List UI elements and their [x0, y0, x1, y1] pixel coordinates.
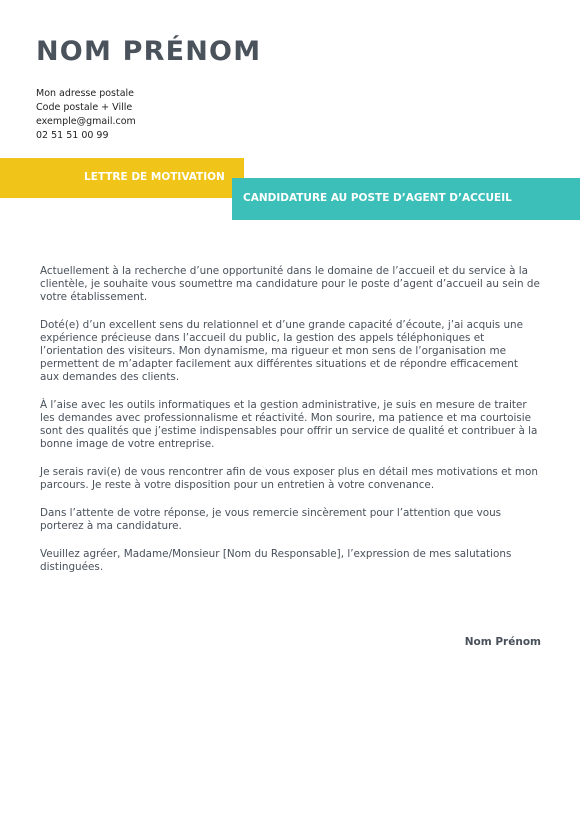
contact-block	[36, 87, 136, 143]
paragraph-interview: Je serais ravi(e) de vous rencontrer afin de vous exposer plus en détail mes motivations et mon parcours. Je reste à votre disposition pour un entretien à votre convenance.	[40, 466, 538, 491]
postal-address: Mon adresse postale	[36, 88, 135, 99]
paragraph-closing: Veuillez agréer, Madame/Monsieur [Nom du Responsable], l’expression de mes salutations distinguées.	[40, 548, 512, 573]
paragraph-intro: Actuellement à la recherche d’une opportunité dans le domaine de l’accueil et du service à la clientèle, je souhaite vous soumettre ma candidature pour le poste d’agent d’accueil au sein de votre établissement.	[40, 265, 540, 303]
paragraph-skills: À l’aise avec les outils informatiques et la gestion administrative, je suis en mesure de traiter les demandes avec professionnalisme et réactivité. Mon sourire, ma patience et ma courtoisie sont des qualités que j’estime indispensables pour offrir un service de qualité et contribuer à la bonne image de votre entreprise.	[40, 399, 538, 450]
letter-type-band	[0, 158, 244, 198]
postal-code-city: Code postale + Ville	[36, 102, 133, 113]
paragraph-experience: Doté(e) d’un excellent sens du relationnel et d’une grande capacité d’écoute, j’ai acquis une expérience précieuse dans l’accueil du public, la gestion des appels téléphoniques et l’orientation des visiteurs. Mon dynamisme, ma rigueur et mon sens de l’organisation me permettent de m’adapter facilement aux différentes situations et de répondre efficacement aux demandes des clients.	[40, 319, 524, 383]
signature: Nom Prénom	[464, 636, 541, 648]
letter-type-label: LETTRE DE MOTIVATION	[84, 171, 225, 183]
position-band	[232, 178, 580, 220]
letter-body	[40, 265, 540, 589]
phone-number: 02 51 51 00 99	[36, 130, 109, 141]
applicant-name: NOM PRÉNOM	[36, 36, 262, 67]
email-address: exemple@gmail.com	[36, 116, 136, 127]
position-label: CANDIDATURE AU POSTE D’AGENT D’ACCUEIL	[243, 192, 512, 204]
paragraph-thanks: Dans l’attente de votre réponse, je vous remercie sincèrement pour l’attention que vous porterez à ma candidature.	[40, 507, 502, 532]
